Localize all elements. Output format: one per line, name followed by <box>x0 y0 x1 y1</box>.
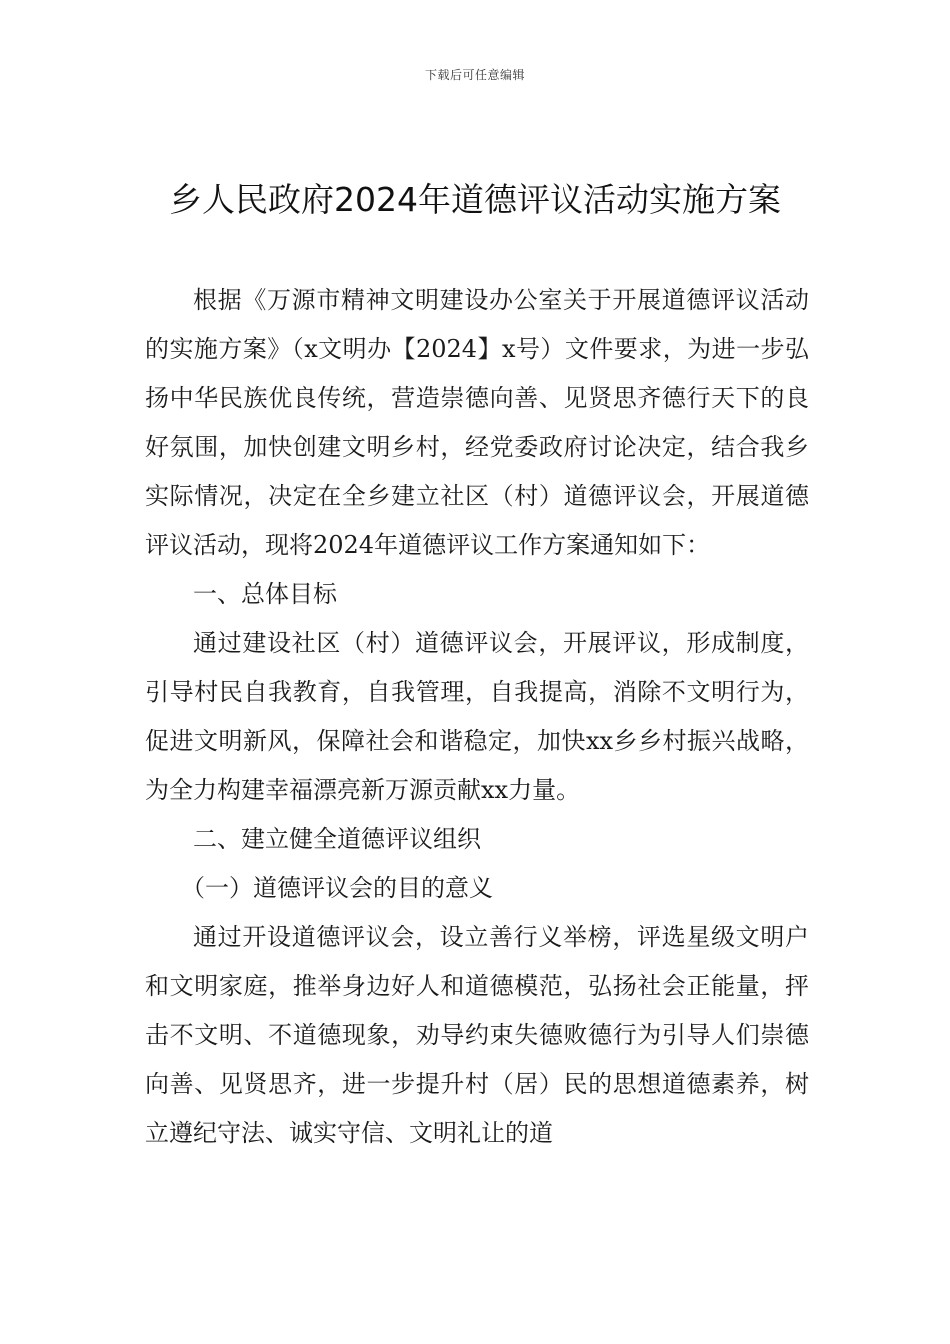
heading-overall-goal: 一、总体目标 <box>193 580 337 608</box>
paragraph-overall-goal: 通过建设社区（村）道德评议会，开展评议，形成制度，引导村民自我教育，自我管理，自我提高，消除不文明行为，促进文明新风，保障社会和谐稳定，加快xx乡乡村振兴战略，为全力构建幸福漂亮新万源贡献xx力量。 <box>145 629 809 804</box>
document-body <box>145 276 809 1158</box>
heading-organization: 二、建立健全道德评议组织 <box>193 825 481 853</box>
paragraph-intro: 根据《万源市精神文明建设办公室关于开展道德评议活动的实施方案》（x文明办【2024】x号）文件要求，为进一步弘扬中华民族优良传统，营造崇德向善、见贤思齐德行天下的良好氛围，加快创建文明乡村，经党委政府讨论决定，结合我乡实际情况，决定在全乡建立社区（村）道德评议会，开展道德评议活动，现将2024年道德评议工作方案通知如下： <box>145 286 809 559</box>
document-title: 乡人民政府2024年道德评议活动实施方案 <box>169 180 781 219</box>
header-note: 下载后可任意编辑 <box>424 68 525 82</box>
paragraph-purpose: 通过开设道德评议会，设立善行义举榜，评选星级文明户和文明家庭，推举身边好人和道德模范，弘扬社会正能量，抨击不文明、不道德现象，劝导约束失德败德行为引导人们崇德向善、见贤思齐，进一步提升村（居）民的思想道德素养，树立遵纪守法、诚实守信、文明礼让的道 <box>145 923 809 1147</box>
subheading-purpose: （一）道德评议会的目的意义 <box>181 874 493 902</box>
